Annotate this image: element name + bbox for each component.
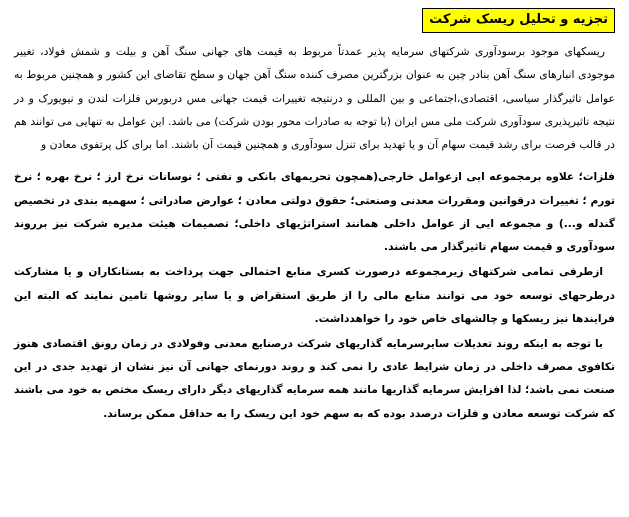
- document-body: [14, 36, 615, 426]
- paragraph-3: ازطرفی تمامی شرکتهای زیرمجموعه درصورت کسری منابع احتمالی جهت پرداخت به بستانکاران و یا مشارکت درطرحهای توسعه خود می توانند منابع مالی را از طریق استقراض و یا سایر روشها تامین نمایند که البته این فرایندها نیز ریسکها و چالشهای خاص خود را خواهدداشت.: [14, 266, 615, 325]
- section-title: تجزیه و تحلیل ریسک شرکت: [422, 8, 615, 33]
- paragraph-4: با توجه به اینکه روند تعدیلات سایرسرمایه گذاریهای شرکت درصنایع معدنی وفولادی در زمان رونق اقتصادی هنوز تکافوی مصرف داخلی در زمان شرایط عادی را نمی کند و روند دورنمای جهانی آن نیز نشان از تهدید جدی در این صنعت نمی باشد؛ لذا افزایش سرمایه گذاریها مانند همه سرمایه گذاریهای دیگر دارای ریسک مختص به خود می باشند که شرکت توسعه معادن و فلزات درصدد بوده که به سهم خود این ریسک را به حداقل ممکن برساند.: [14, 337, 615, 420]
- paragraph-1: ریسکهای موجود برسودآوری شرکتهای سرمایه پذیر عمدتاً مربوط به قیمت های جهانی سنگ آهن و بیلت و شمش فولاد، تغییر موجودی انبارهای سنگ آهن بنادر چین به عنوان بزرگترین مصرف کننده سنگ آهن جهان و سطح تقاضای این کشور و همچنین مربوط به عوامل تاثیرگذار سیاسی، اقتصادی،اجتماعی و بین المللی و درنتیجه تغییرات قیمت جهانی مس دربورس فلزات لندن و نیویورک و در نتیجه تاثیرپذیری سودآوری شرکت ملی مس ایران (با توجه به صادرات محور بودن شرکت) می باشد. این عوامل به تنهایی می توانند هم در قالب فرصت برای رشد قیمت سهام آن و یا تهدید برای تنزل سودآوری و همچنین قیمت آن باشند. اما برای کل پرتفوی معادن و: [14, 45, 615, 152]
- paragraph-2: فلزات؛ علاوه برمجموعه ایی ازعوامل خارجی(همچون تحریمهای بانکی و نفتی ؛ نوسانات نرخ ارز ؛ نرخ بهره ؛ نرخ تورم ؛ تغییرات درقوانین ومقررات معدنی وصنعتی؛ حقوق دولتی معادن ؛ عوارض صادراتی ؛ سهمیه بندی در تخصیص گندله و...) و مجموعه ایی از عوامل داخلی همانند استراتژیهای داخلی؛ تصمیمات هیئت مدیره شرکت نیز برروند سودآوری و قیمت سهام تاثیرگذار می باشند.: [14, 171, 615, 254]
